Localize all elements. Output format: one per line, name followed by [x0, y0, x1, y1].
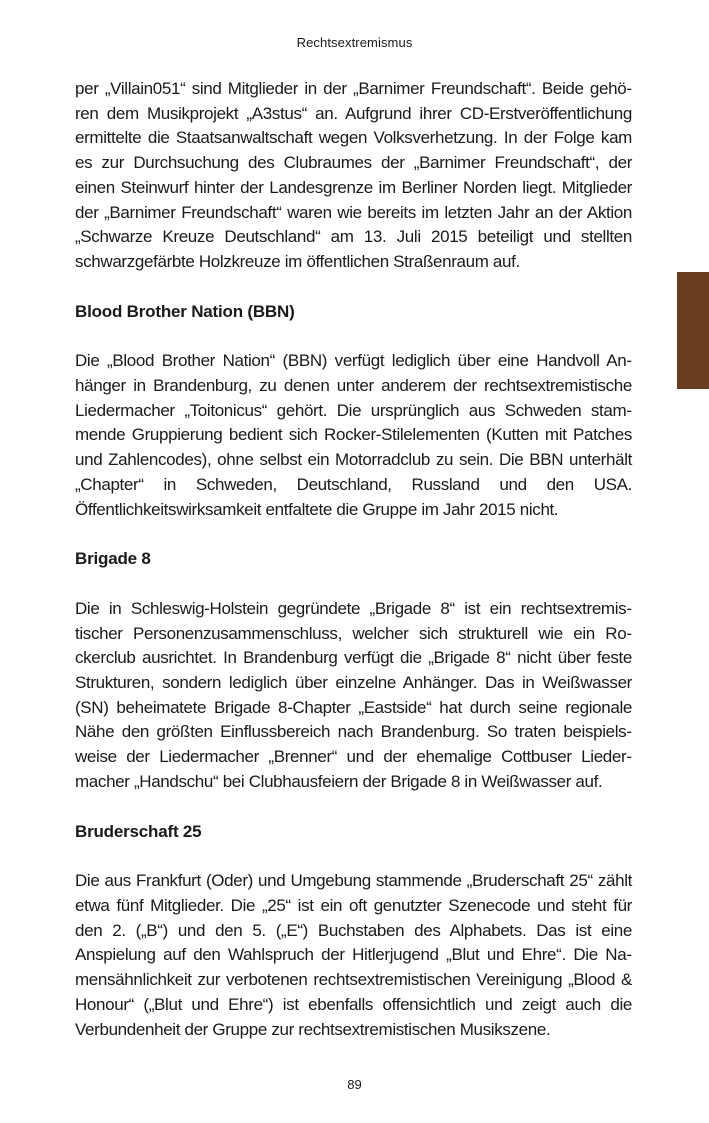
running-header: Rechtsextremismus — [296, 35, 413, 50]
chapter-tab-marker — [677, 272, 709, 389]
page-number: 89 — [347, 1077, 362, 1092]
paragraph-blood-brother-nation: Die „Blood Brother Nation“ (BBN) verfügt lediglich über eine Handvoll Anhänger in Brandenburg, zu denen unter anderem der rechtsextremistische Liedermacher „Toitonicus“ gehört. Die ursprünglich aus Schweden stammende Gruppierung bedient sich Rocker-Stilelementen (Kutten mit Patches und Zahlencodes), ohne selbst ein Motorradclub zu sein. Die BBN unterhält „Chapter“ in Schweden, Deutschland, Russland und den USA. Öffentlichkeitswirksamkeit entfaltete die Gruppe im Jahr 2015 nicht. — [75, 351, 632, 519]
heading-brigade-8: Brigade 8 — [75, 549, 151, 569]
heading-blood-brother-nation: Blood Brother Nation (BBN) — [75, 301, 295, 321]
heading-bruderschaft-25: Bruderschaft 25 — [75, 821, 202, 841]
paragraph-barnimer-freundschaft: per „Villain051“ sind Mitglieder in der „Barnimer Freundschaft“. Beide gehören dem Musikprojekt „A3stus“ an. Aufgrund ihrer CD-Erstveröffentlichung ermittelte die Staatsanwaltschaft wegen Volksverhetzung. In der Folge kam es zur Durchsuchung des Clubraumes der „Barnimer Freundschaft“, der einen Steinwurf hinter der Landesgrenze im Berliner Norden liegt. Mitglieder der „Barnimer Freundschaft“ waren wie bereits im letzten Jahr an der Aktion „Schwarze Kreuze Deutschland“ am 13. Juli 2015 beteiligt und stellten schwarzgefärbte Holzkreuze im öffentlichen Straßenraum auf. — [75, 79, 632, 271]
paragraph-brigade-8: Die in Schleswig-Holstein gegründete „Brigade 8“ ist ein rechtsextremistischer Personenzusammenschluss, welcher sich strukturell wie ein Rockerclub ausrichtet. In Brandenburg verfügt die „Brigade 8“ nicht über feste Strukturen, sondern lediglich über einzelne Anhänger. Das in Weißwasser (SN) beheimatete Brigade 8-Chapter „Eastside“ hat durch seine regionale Nähe den größten Einflussbereich nach Brandenburg. So traten beispielsweise der Liedermacher „Brenner“ und der ehemalige Cottbuser Liedermacher „Handschu“ bei Clubhausfeiern der Brigade 8 in Weißwasser auf. — [75, 598, 632, 791]
page-content — [75, 77, 632, 1042]
paragraph-bruderschaft-25: Die aus Frankfurt (Oder) und Umgebung stammende „Bruderschaft 25“ zählt etwa fünf Mitglieder. Die „25“ ist ein oft genutzter Szenecode und steht für den 2. („B“) und den 5. („E“) Buchstaben des Alphabets. Das ist eine Anspielung auf den Wahlspruch der Hitlerjugend „Blut und Ehre“. Die Namensähnlichkeit zur verbotenen rechtsextremistischen Vereinigung „Blood & Honour“ („Blut und Ehre“) ist ebenfalls offensichtlich und zeigt auch die Verbundenheit der Gruppe zur rechtsextremistischen Musikszene. — [75, 871, 632, 1039]
